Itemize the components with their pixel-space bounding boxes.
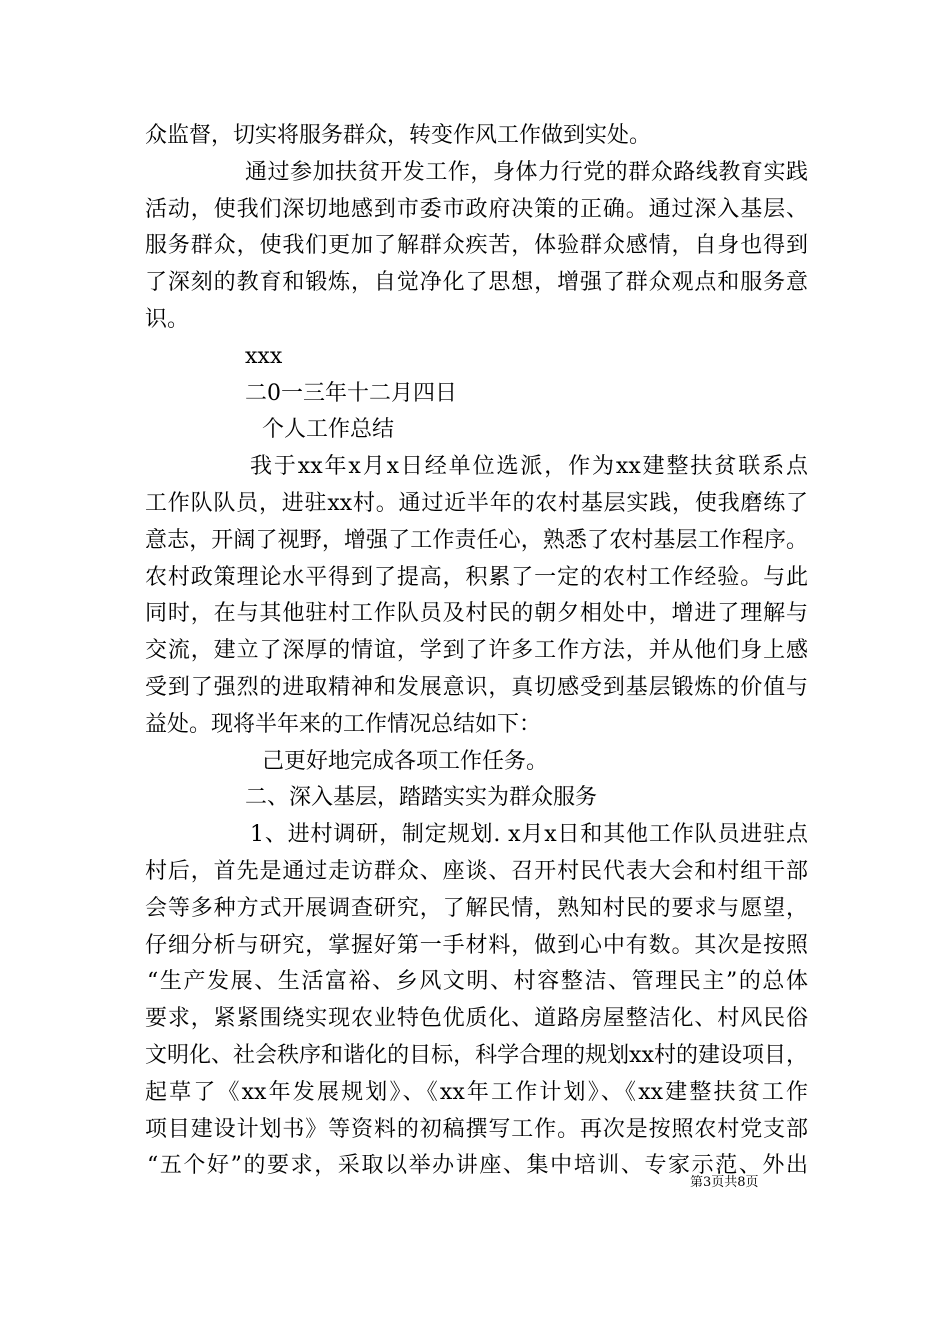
text-line: 起草了《xx年发展规划》、《xx年工作计划》、《xx建整扶贫工作 [145,1079,808,1105]
text-line: 同时，在与其他驻村工作队员及村民的朝夕相处中，增进了理解与 [145,601,808,627]
text-line: 识。 [145,306,190,332]
text-line: 村后，首先是通过走访群众、座谈、召开村民代表大会和村组干部 [145,858,808,884]
text-line: 活动，使我们深切地感到市委市政府决策的正确。通过深入基层、 [145,196,808,222]
text-line: 要求，紧紧围绕实现农业特色优质化、道路房屋整洁化、村风民俗 [145,1006,808,1032]
section-heading: 二、深入基层，踏踏实实为群众服务 [245,785,598,811]
text-line: 意志，开阔了视野，增强了工作责任心，熟悉了农村基层工作程序。 [145,527,808,553]
text-line: “五个好”的要求，采取以举办讲座、集中培训、专家示范、外出 [147,1153,808,1179]
text-line: 交流，建立了深厚的情谊，学到了许多工作方法，并从他们身上感 [145,638,808,664]
text-line: 文明化、社会秩序和谐化的目标，科学合理的规划xx村的建设项目， [145,1042,808,1068]
text-line: 服务群众，使我们更加了解群众疾苦，体验群众感情，自身也得到 [145,233,808,259]
paragraph-first-line: 我于xx年x月x日经单位选派，作为xx建整扶贫联系点 [250,454,808,480]
text-line: 了深刻的教育和锻炼，自觉净化了思想，增强了群众观点和服务意 [145,270,808,296]
text-line: 受到了强烈的进取精神和发展意识，真切感受到基层锻炼的价值与 [145,674,808,700]
text-line: 会等多种方式开展调查研究，了解民情，熟知村民的要求与愿望， [145,895,808,921]
text-line: 仔细分析与研究，掌握好第一手材料，做到心中有数。其次是按照 [145,932,808,958]
text-line: “生产发展、生活富裕、乡风文明、村容整洁、管理民主”的总体 [147,969,808,995]
text-line: 农村政策理论水平得到了提高，积累了一定的农村工作经验。与此 [145,564,808,590]
document-body [145,118,808,1185]
signature-date: 二0一三年十二月四日 [245,380,457,406]
paragraph-first-line: 通过参加扶贫开发工作，身体力行党的群众路线教育实践 [245,159,808,185]
text-line: 工作队队员，进驻xx村。通过近半年的农村基层实践，使我磨练了 [145,490,808,516]
signature-name: xxx [245,343,283,369]
paragraph-first-line: 1、进村调研，制定规划. x月x日和其他工作队员进驻点 [250,822,808,848]
page-number: 第3页共8页 [690,1175,759,1190]
text-line: 益处。现将半年来的工作情况总结如下： [145,711,542,737]
text-line: 己更好地完成各项工作任务。 [262,748,549,774]
section-title: 个人工作总结 [262,417,395,443]
text-line: 项目建设计划书》等资料的初稿撰写工作。再次是按照农村党支部 [145,1116,808,1142]
text-line: 众监督，切实将服务群众，转变作风工作做到实处。 [145,123,652,148]
